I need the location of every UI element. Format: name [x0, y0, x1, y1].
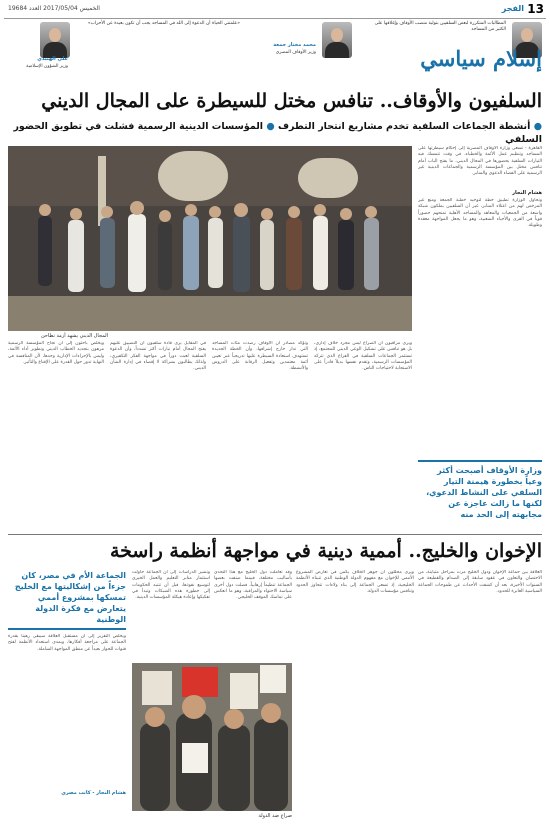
article2-column: ويرى محللون أن جوهر الخلاف يكمن في تعارض المشروع الأممي للإخوان مع مفهوم الدولة الوطنية الذي تتبناه الأنظمة الخليجية، إذ تسعى الجماعة إلى بناء ولاءات تتجاوز الحدود وتنافس مؤسسات الدولة. — [296, 570, 414, 594]
photo-caption: المجال الديني يشهد أزمة تطاحن — [40, 333, 108, 339]
top-quote-text: المطالبات المتكررة لبعض السلفيين بتولية منصب الأوقاف وإغلاقها على الكثير من المساجد — [374, 21, 506, 32]
article1-byline: هشام النجار — [512, 190, 542, 196]
top-quote-text: «علمتني الحياة أن الدعوة إلى الله في المساجد يجب أن تكون بعيدة عن الأحزاب» — [87, 21, 240, 26]
article1-column: القاهرة - تسعى وزارة الأوقاف المصرية إلى إحكام سيطرتها على المساجد وتنظيم عمل الأئمة والخطباء، في وقت تتمسك فيه التيارات السلفية بحضورها في المجال الديني، ما يفتح الباب أمام تنافس مختل بين المؤسسة الرسمية والجماعات الدينية غير الرسمية على الفضاء الدعوي والمنابر. — [418, 146, 542, 177]
article1-column: وتؤكد مصادر أن الأوقاف رصدت مئات المساجد التي تدار خارج إشرافها، وأن الخطة الجديدة تستهدف استعادة السيطرة عليها تدريجياً عبر تعيين أئمة معتمدين وتفعيل الرقابة على الدروس والأنشطة. — [212, 341, 308, 372]
protest-photo — [132, 663, 292, 811]
article1-column: ويرى مراقبون أن الصراع ليس مجرد خلاف إداري، بل هو تنافس على تشكيل الوعي الديني للمجتمع، إذ تستثمر الجماعات السلفية في الفراغ الذي تتركه المؤسسات الرسمية، وتقدم نفسها بديلاً قادراً على الاستجابة لاحتياجات الناس. — [314, 341, 412, 372]
page-number: 13 — [527, 2, 544, 16]
pull-quote-rule — [8, 628, 126, 630]
photo-caption: صراع ضد الدولة — [258, 813, 292, 819]
article1-column: ويخلص باحثون إلى أن نجاح المؤسسة الرسمية مرهون بتجديد الخطاب الديني وتطوير أداء الأئمة، وليس بالإجراءات الإدارية وحدها، لأن المنافسة في النهاية تدور حول القدرة على الإقناع والتأثير. — [8, 341, 104, 365]
quote-author-name: محمد مختار جمعة — [273, 42, 316, 48]
article2-column: وقد تعاملت دول الخليج مع هذا التحدي بأساليب مختلفة، فبينما صنفت بعضها الجماعة تنظيماً إرهابياً، فضلت دول أخرى سياسة الاحتواء والمراقبة، وهو ما انعكس على تماسك الموقف الخليجي. — [214, 570, 292, 601]
brand-logo: الفجر — [501, 4, 524, 13]
quote-author-name: علي الهنيدي — [37, 56, 68, 62]
subheadline-part-b: المؤسسات الدينية الرسمية فشلت في تطويق الحضور السلفي — [13, 121, 542, 145]
quote-author-role: وزير الشؤون الإسلامية — [26, 64, 68, 69]
issue-info: الخميس 2017/05/04 العدد 19684 — [8, 5, 100, 12]
pull-quote-rule — [418, 460, 542, 462]
article1-column: في المقابل يرى قادة سلفيون أن التضييق عليهم يفتح المجال أمام تيارات أكثر تشدداً، وأن الدعوة السلفية لعبت دوراً في مواجهة الفكر التكفيري، ولذلك يطالبون بشراكة لا إقصاء في إدارة الشأن الديني. — [110, 341, 206, 372]
subheadline-part-a: أنشطة الجماعات السلفية تخدم مشاريع انتحار التطرف — [277, 121, 531, 132]
article2-column: وتشير الدراسات إلى أن الجماعة حاولت استثمار منابر التعليم والعمل الخيري لتوسيع نفوذها، قبل أن تنتبه الحكومات إلى خطورة هذه الشبكات وتبدأ في تفكيكها وإعادة هيكلة المؤسسات الدينية. — [132, 570, 210, 601]
author-footer-note: هشام النجار - كاتب مصري — [61, 790, 126, 796]
article2-headline: الإخوان والخليج.. أممية دينية في مواجهة أنظمة راسخة — [109, 540, 542, 562]
mosque-prayer-photo — [8, 146, 412, 331]
article1-pull-quote: وزارة الأوقاف أصبحت أكثر وعياً بخطورة هيمنة التيار السلفي على النشاط الدعوي، لكنها ما زالت عاجزة عن مجابهته إلى الحد منه — [426, 466, 542, 519]
section-divider — [8, 534, 542, 535]
article2-column: ويخلص التقرير إلى أن مستقبل العلاقة سيبقى رهيناً بقدرة الجماعة على مراجعة أفكارها، وبمدى استعداد الأنظمة لفتح قنوات للحوار بعيداً عن منطق المواجهة الشاملة. — [8, 634, 126, 652]
portrait-avatar — [322, 22, 352, 58]
portrait-avatar — [40, 22, 70, 58]
article1-subheadline: ● أنشطة الجماعات السلفية تخدم مشاريع انتحار التطرف ● المؤسسات الدينية الرسمية فشلت في تطويق الحضور السلفي — [13, 121, 542, 145]
article1-column: وتحاول الوزارة تطبيق خطة لتوحيد خطبة الجمعة ومنع غير المرخص لهم من اعتلاء المنابر، غير أن السلفيين يملكون شبكة واسعة من الجمعيات والمعاهد والمساجد الأهلية تمنحهم حضوراً قوياً في القرى والأحياء الشعبية، وهو ما يجعل المواجهة معقدة وطويلة. — [418, 198, 542, 229]
section-title: إسلام سياسي — [420, 46, 542, 71]
article1-headline: السلفيون والأوقاف.. تنافس مختل للسيطرة على المجال الديني — [41, 90, 542, 112]
article2-pull-quote: الجماعة الأم في مصر، كان جزءاً من إشكاليتها مع الخليج تمسكها بمشروع أممي يتعارض مع فكرة الدولة الوطنية — [14, 571, 126, 624]
article2-column: العلاقة بين جماعة الإخوان ودول الخليج مرت بمراحل متباينة، من الاحتضان والتعاون في عقود سابقة إلى الصدام والقطيعة في السنوات الأخيرة، بعد أن كشفت الأحداث عن طموحات الجماعة السياسية العابرة للحدود. — [418, 570, 542, 594]
quote-author-role: وزير الأوقاف المصري — [275, 50, 316, 55]
